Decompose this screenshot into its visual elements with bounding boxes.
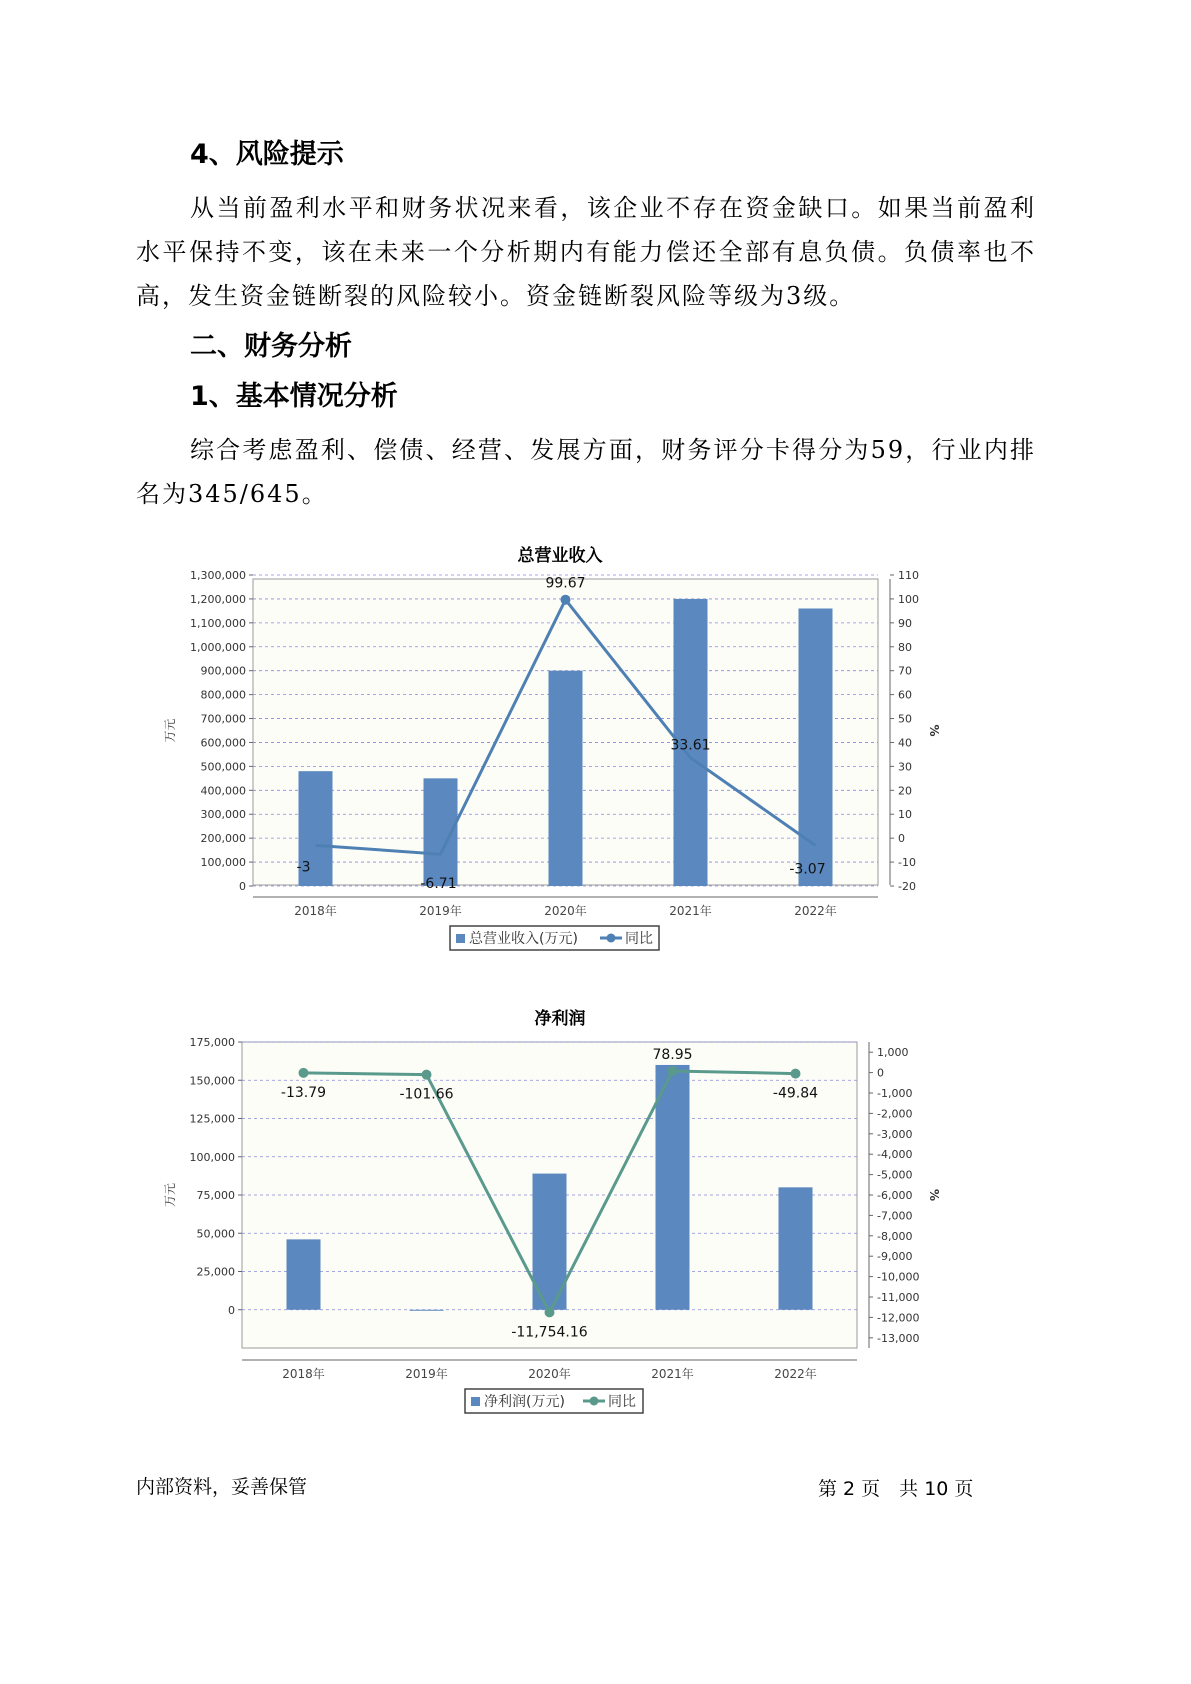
chart-title: 净利润 <box>534 1009 586 1029</box>
y2-tick-label: -3,000 <box>877 1127 913 1141</box>
y2-tick-label: 10 <box>898 808 912 822</box>
data-label: -3.07 <box>789 861 826 878</box>
data-label: 33.61 <box>670 737 711 754</box>
heading-finance: 二、财务分析 <box>190 331 352 362</box>
y-axis-label: 万元 <box>163 1182 177 1208</box>
chart-revenue-svg <box>150 535 970 965</box>
x-tick-label: 2018年 <box>282 1367 325 1381</box>
data-label: -3 <box>296 859 311 876</box>
line-point <box>545 1307 555 1317</box>
data-label: -6.71 <box>420 876 457 893</box>
legend-label-bar: 总营业收入(万元) <box>469 931 578 947</box>
y-tick-label: 1,100,000 <box>190 616 246 630</box>
x-tick-label: 2020年 <box>544 904 587 918</box>
line-point <box>299 1068 309 1078</box>
y2-tick-label: -2,000 <box>877 1107 913 1121</box>
heading-basic: 1、基本情况分析 <box>190 381 398 412</box>
heading-risk: 4、风险提示 <box>190 139 344 170</box>
y2-tick-label: 80 <box>898 640 912 654</box>
y2-tick-label: 110 <box>898 569 919 582</box>
y-tick-label: 500,000 <box>200 760 246 774</box>
x-tick-label: 2020年 <box>528 1367 571 1381</box>
y-tick-label: 700,000 <box>200 712 246 726</box>
y-tick-label: 100,000 <box>200 856 246 870</box>
y2-tick-label: -20 <box>898 880 916 893</box>
bar <box>287 1239 321 1309</box>
y2-tick-label: 70 <box>898 664 912 678</box>
y2-tick-label: 0 <box>898 832 905 846</box>
y2-tick-label: -9,000 <box>877 1250 913 1264</box>
y-tick-label: 125,000 <box>189 1112 235 1126</box>
y-tick-label: 75,000 <box>196 1189 235 1202</box>
legend-label-bar: 净利润(万元) <box>484 1394 565 1410</box>
legend-marker <box>590 1397 599 1406</box>
y2-tick-label: -12,000 <box>877 1311 920 1325</box>
legend-swatch-bar <box>456 934 465 943</box>
y-tick-label: 1,200,000 <box>190 592 246 606</box>
y2-tick-label: -8,000 <box>877 1229 913 1243</box>
legend-marker <box>607 934 616 943</box>
y2-tick-label: -5,000 <box>877 1168 913 1182</box>
paragraph-risk: 从当前盈利水平和财务状况来看，该企业不存在资金缺口。如果当前盈利水平保持不变，该在未来一个分析期内有能力偿还全部有息负债。负债率也不高，发生资金链断裂的风险较小。资金链断裂风险等级为3级。 <box>136 194 1036 310</box>
y-tick-label: 25,000 <box>196 1265 235 1279</box>
y-tick-label: 1,300,000 <box>190 569 246 582</box>
footer-right: 第 2 页 共 10 页 <box>818 1478 974 1500</box>
data-label: 99.67 <box>545 575 586 592</box>
y-tick-label: 900,000 <box>200 664 246 678</box>
y2-tick-label: -1,000 <box>877 1087 913 1100</box>
data-label: -49.84 <box>772 1085 819 1102</box>
y-tick-label: 400,000 <box>200 784 246 798</box>
x-tick-label: 2018年 <box>294 904 337 918</box>
y2-tick-label: 60 <box>898 688 912 702</box>
line-point <box>668 1066 678 1076</box>
line-point <box>422 1070 432 1080</box>
line-point <box>561 595 571 605</box>
y-tick-label: 600,000 <box>200 736 246 750</box>
bar <box>549 671 583 886</box>
footer-left: 内部资料，妥善保管 <box>136 1476 308 1498</box>
x-tick-label: 2021年 <box>651 1367 694 1381</box>
paragraph-basic: 综合考虑盈利、偿债、经营、发展方面，财务评分卡得分为59，行业内排名为345/645。 <box>136 436 1036 508</box>
data-label: -11,754.16 <box>511 1324 588 1341</box>
y2-tick-label: 1,000 <box>877 1046 909 1060</box>
line-point <box>791 1069 801 1079</box>
x-tick-label: 2022年 <box>794 904 837 918</box>
y-tick-label: 150,000 <box>189 1074 235 1088</box>
y2-axis-label: % <box>927 1188 941 1202</box>
y-axis-label: 万元 <box>163 718 177 743</box>
chart-title: 总营业收入 <box>517 546 603 566</box>
legend-swatch-bar <box>471 1397 480 1406</box>
x-tick-label: 2022年 <box>774 1367 817 1381</box>
y2-tick-label: -13,000 <box>877 1331 920 1345</box>
data-label: 78.95 <box>652 1046 693 1063</box>
y2-tick-label: 20 <box>898 784 912 798</box>
y2-tick-label: -6,000 <box>877 1189 913 1202</box>
bar <box>410 1310 444 1311</box>
legend-label-line: 同比 <box>625 931 653 947</box>
y2-tick-label: 0 <box>877 1066 884 1080</box>
y-tick-label: 800,000 <box>200 688 246 702</box>
y-tick-label: 50,000 <box>196 1227 235 1241</box>
chart-net-profit-svg <box>150 998 970 1428</box>
y2-tick-label: -10 <box>898 856 916 870</box>
y2-tick-label: -7,000 <box>877 1209 913 1223</box>
chart-net-profit <box>150 998 970 1428</box>
y-tick-label: 175,000 <box>189 1036 235 1049</box>
x-tick-label: 2019年 <box>405 1367 448 1381</box>
y2-axis-label: % <box>927 724 941 737</box>
y2-tick-label: -4,000 <box>877 1148 913 1162</box>
y2-tick-label: 90 <box>898 616 912 630</box>
bar <box>656 1065 690 1310</box>
y2-tick-label: 30 <box>898 760 912 774</box>
y-tick-label: 0 <box>239 880 246 893</box>
y2-tick-label: 50 <box>898 712 912 726</box>
y2-tick-label: -11,000 <box>877 1291 920 1304</box>
y-tick-label: 0 <box>228 1303 235 1317</box>
legend-label-line: 同比 <box>608 1394 636 1410</box>
chart-revenue <box>150 535 970 965</box>
y2-tick-label: 100 <box>898 592 919 606</box>
y-tick-label: 200,000 <box>200 832 246 846</box>
bar <box>779 1187 813 1309</box>
y-tick-label: 1,000,000 <box>190 640 246 654</box>
x-tick-label: 2021年 <box>669 904 712 918</box>
data-label: -101.66 <box>399 1086 454 1103</box>
y-tick-label: 100,000 <box>189 1150 235 1164</box>
y-tick-label: 300,000 <box>200 808 246 822</box>
x-tick-label: 2019年 <box>419 904 462 918</box>
y2-tick-label: 40 <box>898 736 912 750</box>
y2-tick-label: -10,000 <box>877 1270 920 1284</box>
data-label: -13.79 <box>280 1084 327 1101</box>
